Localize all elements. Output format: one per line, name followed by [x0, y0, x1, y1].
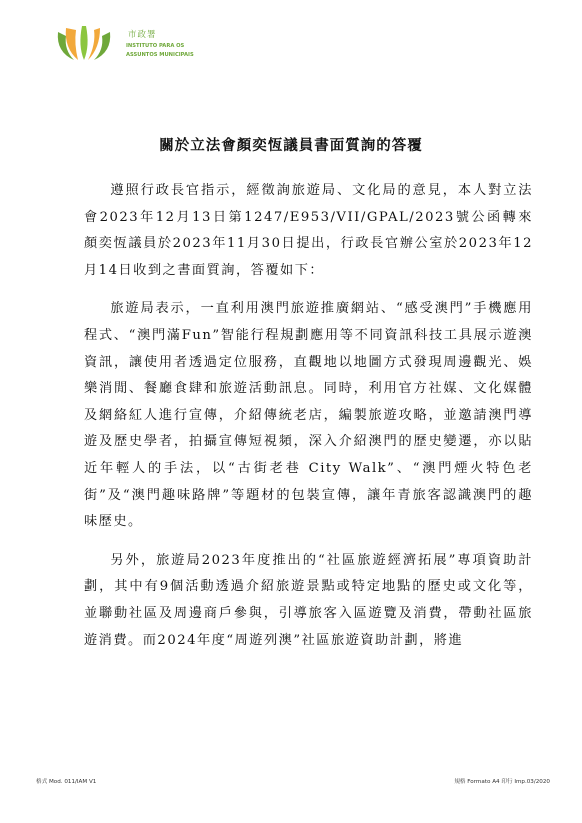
lotus-logo-icon	[52, 22, 122, 66]
paragraph-tourism-office: 旅遊局表示，一直利用澳門旅遊推廣網站、“感受澳門”手機應用程式、“澳門滿Fun”智能行程規劃應用等不同資訊科技工具展示遊澳資訊，讓使用者透過定位服務，直觀地以地圖方式發現周邊觀光、娛樂消閒、餐廳食肆和旅遊活動訊息。同時，利用官方社媒、文化媒體及網絡紅人進行宣傳，介紹傳統老店，編製旅遊攻略，並邀請澳門導遊及歷史學者，拍攝宣傳短視頻，深入介紹澳門的歷史變遷，亦以貼近年輕人的手法，以“古街老巷 City Walk”、“澳門煙火特色老街”及“澳門趣味路牌”等題材的包裝宣傳，讓年青旅客認識澳門的趣味歷史。	[84, 301, 533, 530]
logo-text	[126, 28, 194, 58]
logo-name-chinese: 市政署	[128, 30, 157, 40]
footer-form-code: 格式 Mod. 011/IAM V1	[36, 779, 97, 785]
paragraph-community-tourism: 另外，旅遊局2023年度推出的“社區旅遊經濟拓展”專項資助計劃，其中有9個活動透過介紹旅遊景點或特定地點的歷史或文化等，並聯動社區及周邊商戶參與，引導旅客入區遊覽及消費，帶動社區旅遊消費。而2024年度“周遊列澳”社區旅遊資助計劃，將進	[84, 552, 533, 648]
logo-name-portuguese-line1: INSTITUTO PARA OS	[126, 43, 185, 49]
paragraph-intro: 遵照行政長官指示，經徵詢旅遊局、文化局的意見，本人對立法會2023年12月13日第1247/E953/VII/GPAL/2023號公函轉來顏奕恆議員於2023年11月30日提出，行政長官辦公室於2023年12月14日收到之書面質詢，答覆如下：	[84, 183, 533, 278]
document-title: 關於立法會顏奕恆議員書面質詢的答覆	[159, 137, 423, 154]
document-body	[84, 178, 533, 666]
logo-name-portuguese-line2: ASSUNTOS MUNICIPAIS	[126, 52, 194, 58]
footer-print-spec: 規格 Formato A4 印行 Imp.03/2020	[454, 779, 550, 785]
iam-logo	[52, 22, 202, 66]
